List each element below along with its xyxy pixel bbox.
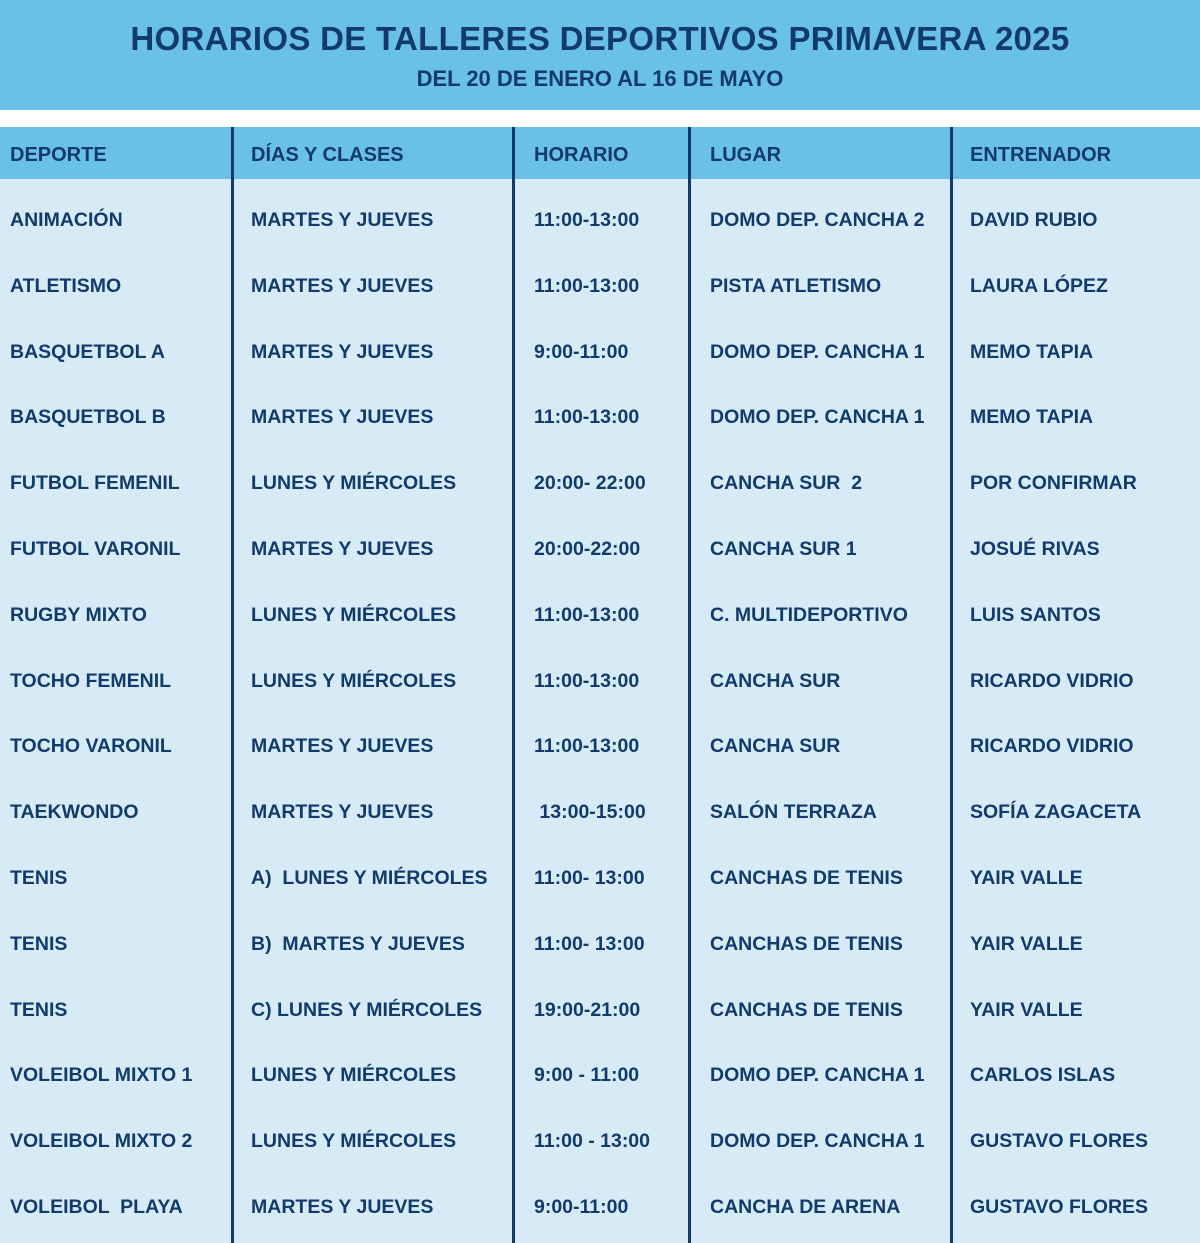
- column-header-deporte: DEPORTE: [10, 144, 107, 166]
- cell-deporte: RUGBY MIXTO: [10, 603, 147, 626]
- table-row: [0, 969, 1200, 1035]
- cell-lugar: CANCHA SUR: [710, 735, 841, 758]
- cell-entrenador: DAVID RUBIO: [970, 209, 1098, 231]
- cell-deporte: ANIMACIÓN: [10, 209, 123, 231]
- cell-entrenador: GUSTAVO FLORES: [970, 1195, 1149, 1218]
- cell-entrenador: YAIR VALLE: [970, 998, 1083, 1021]
- cell-deporte: TENIS: [10, 866, 68, 889]
- table-row: [0, 1166, 1200, 1232]
- cell-dias: LUNES Y MIÉRCOLES: [251, 669, 457, 692]
- table-row: [0, 245, 1200, 311]
- cell-lugar: DOMO DEP. CANCHA 1: [710, 340, 925, 363]
- cell-dias: B) MARTES Y JUEVES: [251, 932, 465, 955]
- cell-entrenador: LAURA LÓPEZ: [970, 274, 1108, 297]
- table-row: [0, 508, 1200, 574]
- cell-horario: 11:00- 13:00: [534, 932, 645, 955]
- page-subtitle: DEL 20 DE ENERO AL 16 DE MAYO: [416, 66, 784, 91]
- table-header-row: [0, 127, 1200, 179]
- cell-lugar: DOMO DEP. CANCHA 1: [710, 406, 925, 429]
- cell-deporte: VOLEIBOL MIXTO 1: [10, 1064, 193, 1087]
- cell-horario: 11:00-13:00: [534, 209, 640, 231]
- cell-dias: MARTES Y JUEVES: [251, 735, 434, 758]
- cell-deporte: BASQUETBOL B: [10, 406, 166, 429]
- table-row: [0, 1100, 1200, 1166]
- cell-entrenador: SOFÍA ZAGACETA: [970, 801, 1142, 824]
- table-row: [0, 705, 1200, 771]
- cell-deporte: VOLEIBOL PLAYA: [10, 1195, 183, 1218]
- cell-entrenador: GUSTAVO FLORES: [970, 1130, 1149, 1153]
- cell-horario: 19:00-21:00: [534, 998, 641, 1021]
- cell-horario: 11:00- 13:00: [534, 866, 645, 889]
- cell-lugar: CANCHAS DE TENIS: [710, 932, 903, 955]
- cell-horario: 11:00 - 13:00: [534, 1130, 651, 1153]
- column-header-dias: DÍAS Y CLASES: [251, 144, 404, 166]
- cell-lugar: DOMO DEP. CANCHA 2: [710, 209, 925, 231]
- cell-horario: 9:00-11:00: [534, 1195, 629, 1218]
- cell-entrenador: RICARDO VIDRIO: [970, 735, 1134, 758]
- cell-dias: LUNES Y MIÉRCOLES: [251, 472, 457, 495]
- cell-horario: 13:00-15:00: [534, 801, 646, 824]
- cell-lugar: CANCHAS DE TENIS: [710, 866, 903, 889]
- cell-dias: MARTES Y JUEVES: [251, 406, 434, 429]
- table-row: [0, 311, 1200, 377]
- cell-lugar: DOMO DEP. CANCHA 1: [710, 1130, 925, 1153]
- cell-dias: LUNES Y MIÉRCOLES: [251, 603, 457, 626]
- cell-horario: 11:00-13:00: [534, 735, 640, 758]
- cell-horario: 20:00-22:00: [534, 537, 641, 560]
- cell-lugar: C. MULTIDEPORTIVO: [710, 603, 908, 626]
- table-row: [0, 837, 1200, 903]
- column-header-horario: HORARIO: [534, 144, 629, 166]
- cell-entrenador: LUIS SANTOS: [970, 603, 1101, 626]
- cell-dias: MARTES Y JUEVES: [251, 209, 434, 231]
- table-row: [0, 640, 1200, 706]
- cell-deporte: BASQUETBOL A: [10, 340, 165, 363]
- cell-entrenador: MEMO TAPIA: [970, 406, 1094, 429]
- cell-lugar: CANCHA SUR: [710, 669, 841, 692]
- table-row: [0, 442, 1200, 508]
- cell-deporte: TOCHO FEMENIL: [10, 669, 172, 692]
- cell-horario: 20:00- 22:00: [534, 472, 646, 495]
- cell-horario: 11:00-13:00: [534, 603, 640, 626]
- cell-dias: MARTES Y JUEVES: [251, 537, 434, 560]
- title-banner: [0, 0, 1200, 110]
- cell-entrenador: POR CONFIRMAR: [970, 472, 1137, 495]
- column-header-lugar: LUGAR: [710, 144, 782, 166]
- cell-deporte: VOLEIBOL MIXTO 2: [10, 1130, 193, 1153]
- cell-deporte: ATLETISMO: [10, 274, 122, 297]
- cell-lugar: CANCHA DE ARENA: [710, 1195, 901, 1218]
- cell-lugar: PISTA ATLETISMO: [710, 274, 882, 297]
- cell-lugar: CANCHA SUR 2: [710, 472, 863, 495]
- table-row: [0, 903, 1200, 969]
- table-row: [0, 1034, 1200, 1100]
- table-row: [0, 771, 1200, 837]
- cell-lugar: CANCHA SUR 1: [710, 537, 857, 560]
- cell-deporte: TENIS: [10, 998, 68, 1021]
- cell-deporte: TOCHO VARONIL: [10, 735, 172, 758]
- cell-entrenador: CARLOS ISLAS: [970, 1064, 1116, 1087]
- cell-dias: LUNES Y MIÉRCOLES: [251, 1130, 457, 1153]
- cell-dias: MARTES Y JUEVES: [251, 801, 434, 824]
- table-row: [0, 179, 1200, 245]
- cell-entrenador: YAIR VALLE: [970, 932, 1083, 955]
- cell-deporte: TAEKWONDO: [10, 801, 139, 824]
- cell-deporte: TENIS: [10, 932, 68, 955]
- table-row: [0, 376, 1200, 442]
- cell-lugar: SALÓN TERRAZA: [710, 801, 877, 824]
- cell-deporte: FUTBOL VARONIL: [10, 537, 181, 560]
- cell-lugar: CANCHAS DE TENIS: [710, 998, 903, 1021]
- cell-dias: C) LUNES Y MIÉRCOLES: [251, 998, 483, 1021]
- cell-entrenador: MEMO TAPIA: [970, 340, 1094, 363]
- cell-dias: MARTES Y JUEVES: [251, 340, 434, 363]
- column-header-entrenador: ENTRENADOR: [970, 144, 1112, 166]
- cell-dias: A) LUNES Y MIÉRCOLES: [251, 866, 488, 889]
- schedule-table: [0, 127, 1200, 1243]
- cell-entrenador: YAIR VALLE: [970, 866, 1083, 889]
- table-row: [0, 574, 1200, 640]
- cell-horario: 11:00-13:00: [534, 274, 640, 297]
- cell-dias: MARTES Y JUEVES: [251, 1195, 434, 1218]
- cell-horario: 9:00 - 11:00: [534, 1064, 640, 1087]
- cell-entrenador: JOSUÉ RIVAS: [970, 537, 1100, 560]
- cell-deporte: FUTBOL FEMENIL: [10, 472, 180, 495]
- cell-horario: 9:00-11:00: [534, 340, 629, 363]
- page-title: HORARIOS DE TALLERES DEPORTIVOS PRIMAVERA 2025: [130, 20, 1070, 57]
- cell-lugar: DOMO DEP. CANCHA 1: [710, 1064, 925, 1087]
- table-body: [0, 179, 1200, 1232]
- cell-dias: MARTES Y JUEVES: [251, 274, 434, 297]
- cell-dias: LUNES Y MIÉRCOLES: [251, 1064, 457, 1087]
- cell-entrenador: RICARDO VIDRIO: [970, 669, 1134, 692]
- cell-horario: 11:00-13:00: [534, 406, 640, 429]
- cell-horario: 11:00-13:00: [534, 669, 640, 692]
